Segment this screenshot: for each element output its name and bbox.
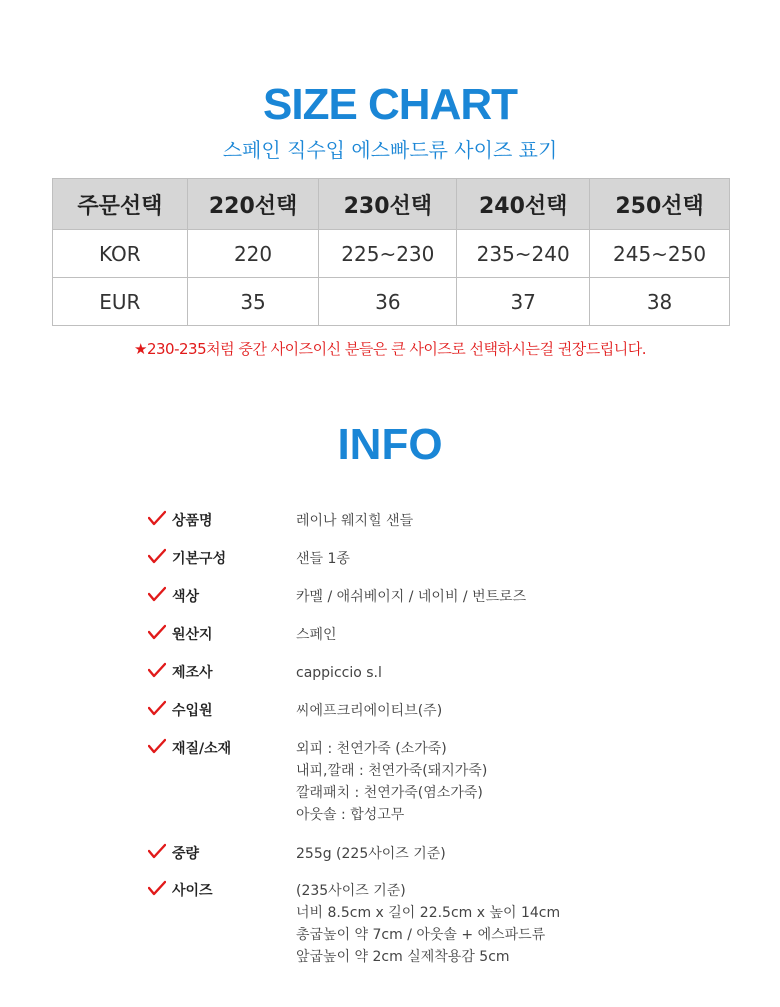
info-value-line: 내피,깔래 : 천연가죽(돼지가죽) — [296, 763, 488, 779]
info-value — [296, 738, 487, 826]
table-cell: 225~230 — [319, 230, 457, 278]
info-value-line: 레이나 웨지힐 샌들 — [296, 513, 414, 529]
info-value-line: (235사이즈 기준) — [296, 883, 406, 899]
check-icon — [148, 880, 166, 896]
check-icon — [148, 843, 166, 859]
info-value-line: 샌들 1종 — [296, 551, 350, 567]
info-value-line: 씨에프크리에이티브(주) — [296, 703, 443, 719]
info-value-line: 아웃솔 : 합성고무 — [296, 807, 405, 823]
size-chart-subtitle: 스페인 직수입 에스빠드류 사이즈 표기 — [222, 138, 558, 162]
check-icon — [148, 738, 166, 754]
check-icon — [148, 548, 166, 564]
size-table-header: 250선택 — [590, 179, 730, 230]
info-label: 상품명 — [172, 513, 213, 529]
check-icon — [148, 624, 166, 640]
info-value-line: 앞굽높이 약 2cm 실제착용감 5cm — [296, 949, 510, 965]
table-cell: 38 — [590, 278, 730, 326]
check-icon — [148, 586, 166, 602]
info-label: 원산지 — [172, 627, 213, 643]
info-label: 수입원 — [172, 703, 213, 719]
info-value — [296, 510, 413, 532]
info-value-line: 깔래패치 : 천연가죽(염소가죽) — [296, 785, 483, 801]
info-value-line: cappiccio s.l — [296, 665, 382, 681]
table-row — [53, 230, 730, 278]
table-cell: 37 — [457, 278, 590, 326]
size-chart-title: SIZE CHART — [263, 80, 517, 129]
info-label: 사이즈 — [172, 883, 213, 899]
info-label: 색상 — [172, 589, 200, 605]
info-value-line: 카멜 / 애쉬베이지 / 네이비 / 번트로즈 — [296, 589, 527, 605]
table-cell: KOR — [53, 230, 188, 278]
table-cell: 235~240 — [457, 230, 590, 278]
info-value-line: 총굽높이 약 7cm / 아웃솔 + 에스파드류 — [296, 927, 546, 943]
size-table-header-row — [53, 179, 730, 230]
check-icon — [148, 662, 166, 678]
table-cell: 220 — [187, 230, 319, 278]
info-value — [296, 624, 337, 646]
info-value — [296, 843, 446, 865]
size-table — [52, 178, 730, 326]
info-value-line: 외피 : 천연가죽 (소가죽) — [296, 741, 447, 757]
info-value-line: 너비 8.5cm x 길이 22.5cm x 높이 14cm — [296, 905, 561, 921]
info-label: 제조사 — [172, 665, 213, 681]
info-value — [296, 880, 560, 968]
size-table-header: 220선택 — [187, 179, 319, 230]
size-table-header: 230선택 — [319, 179, 457, 230]
table-cell: EUR — [53, 278, 188, 326]
size-note: ★230-235처럼 중간 사이즈이신 분들은 큰 사이즈로 선택하시는걸 권장드립니다. — [134, 340, 646, 358]
info-value — [296, 662, 382, 684]
info-label: 기본구성 — [172, 551, 227, 567]
info-value-line: 255g (225사이즈 기준) — [296, 846, 446, 862]
info-title: INFO — [337, 420, 443, 469]
info-value — [296, 700, 442, 722]
size-table-header: 주문선택 — [53, 179, 188, 230]
info-label: 재질/소재 — [172, 741, 232, 757]
table-cell: 35 — [187, 278, 319, 326]
table-cell: 36 — [319, 278, 457, 326]
info-value — [296, 586, 526, 608]
info-value-line: 스페인 — [296, 627, 337, 643]
info-value — [296, 548, 350, 570]
check-icon — [148, 700, 166, 716]
check-icon — [148, 510, 166, 526]
info-label: 중량 — [172, 846, 200, 862]
table-cell: 245~250 — [590, 230, 730, 278]
table-row — [53, 278, 730, 326]
size-table-header: 240선택 — [457, 179, 590, 230]
